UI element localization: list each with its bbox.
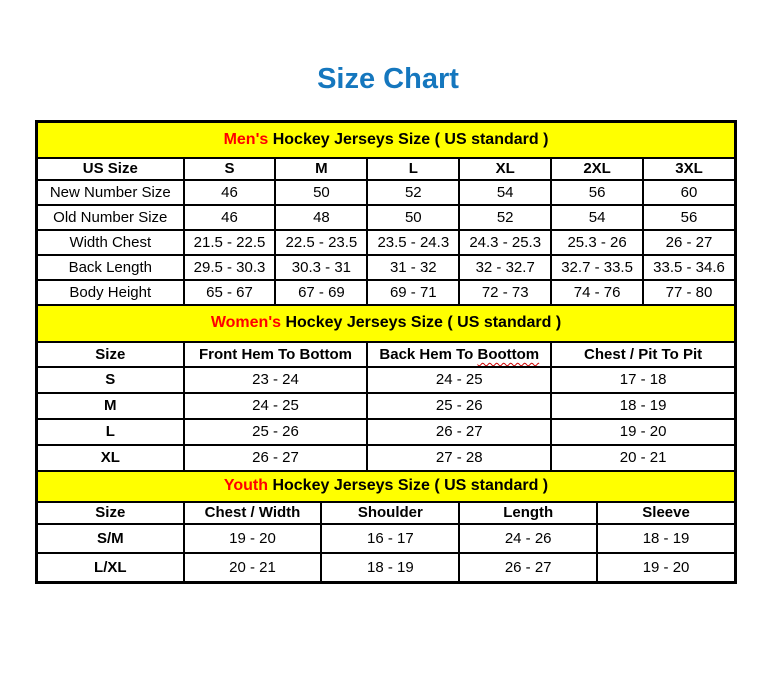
column-header: S <box>184 158 276 180</box>
table-cell: 31 - 32 <box>367 255 459 280</box>
column-header: Front Hem To Bottom <box>184 342 368 367</box>
table-cell: 24 - 25 <box>367 367 551 393</box>
row-label: S/M <box>37 524 184 553</box>
table-cell: 67 - 69 <box>275 280 367 305</box>
mens-header-row <box>37 158 735 180</box>
page-title: Size Chart <box>317 63 459 95</box>
row-label: Width Chest <box>37 230 184 255</box>
table-cell: 52 <box>459 205 551 230</box>
table-cell: 18 - 19 <box>597 524 735 553</box>
mens-table-title-row <box>37 122 735 158</box>
table-cell: 19 - 20 <box>184 524 322 553</box>
table-cell: 29.5 - 30.3 <box>184 255 276 280</box>
table-cell: 74 - 76 <box>551 280 643 305</box>
table-cell: 21.5 - 22.5 <box>184 230 276 255</box>
table-cell: 56 <box>551 180 643 205</box>
misspelled-word: Boottom <box>477 345 540 363</box>
table-cell: 54 <box>551 205 643 230</box>
womens-table-title <box>37 306 735 342</box>
table-cell: 18 - 19 <box>321 553 459 582</box>
column-header: Shoulder <box>321 502 459 524</box>
column-header-text: Back Hem To <box>379 345 478 363</box>
mens-table-title-highlight: Men's <box>223 130 269 148</box>
table-cell: 60 <box>643 180 735 205</box>
table-cell: 26 - 27 <box>643 230 735 255</box>
row-label: XL <box>37 445 184 471</box>
youth-table-title <box>37 472 735 502</box>
table-cell: 32 - 32.7 <box>459 255 551 280</box>
table-cell: 46 <box>184 205 276 230</box>
table-cell: 72 - 73 <box>459 280 551 305</box>
table-cell: 19 - 20 <box>597 553 735 582</box>
table-cell: 16 - 17 <box>321 524 459 553</box>
youth-table-title-row <box>37 472 735 502</box>
table-cell: 50 <box>367 205 459 230</box>
table-cell: 32.7 - 33.5 <box>551 255 643 280</box>
youth-table-title-highlight: Youth <box>223 477 268 495</box>
table-cell: 22.5 - 23.5 <box>275 230 367 255</box>
column-header: Length <box>459 502 597 524</box>
table-cell: 26 - 27 <box>367 419 551 445</box>
youth-table-title-rest: Hockey Jerseys Size ( US standard ) <box>268 477 549 495</box>
row-label: S <box>37 367 184 393</box>
womens-table-title-highlight: Women's <box>210 314 282 332</box>
table-cell: 26 - 27 <box>459 553 597 582</box>
table-row <box>37 445 735 471</box>
column-header: Size <box>37 342 184 367</box>
column-header: L <box>367 158 459 180</box>
table-row <box>37 524 735 553</box>
table-cell: 20 - 21 <box>551 445 735 471</box>
table-row <box>37 553 735 582</box>
table-cell: 24.3 - 25.3 <box>459 230 551 255</box>
mens-table-title <box>37 122 735 158</box>
column-header: Size <box>37 502 184 524</box>
table-row <box>37 230 735 255</box>
womens-header-row <box>37 342 735 367</box>
table-cell: 20 - 21 <box>184 553 322 582</box>
table-cell: 17 - 18 <box>551 367 735 393</box>
table-cell: 52 <box>367 180 459 205</box>
column-header: 3XL <box>643 158 735 180</box>
table-cell: 30.3 - 31 <box>275 255 367 280</box>
table-cell: 33.5 - 34.6 <box>643 255 735 280</box>
table-row <box>37 205 735 230</box>
table-cell: 50 <box>275 180 367 205</box>
table-cell: 23 - 24 <box>184 367 368 393</box>
table-cell: 65 - 67 <box>184 280 276 305</box>
table-cell: 18 - 19 <box>551 393 735 419</box>
mens-size-table <box>36 121 736 306</box>
womens-table-title-row <box>37 306 735 342</box>
table-row <box>37 367 735 393</box>
table-cell: 25 - 26 <box>184 419 368 445</box>
column-header: Chest / Width <box>184 502 322 524</box>
column-header: Sleeve <box>597 502 735 524</box>
column-header: US Size <box>37 158 184 180</box>
womens-table-title-rest: Hockey Jerseys Size ( US standard ) <box>281 314 562 332</box>
row-label: L/XL <box>37 553 184 582</box>
youth-header-row <box>37 502 735 524</box>
table-row <box>37 393 735 419</box>
table-cell: 19 - 20 <box>551 419 735 445</box>
table-cell: 26 - 27 <box>184 445 368 471</box>
table-cell: 25 - 26 <box>367 393 551 419</box>
table-cell: 23.5 - 24.3 <box>367 230 459 255</box>
table-cell: 25.3 - 26 <box>551 230 643 255</box>
column-header: Chest / Pit To Pit <box>551 342 735 367</box>
row-label: M <box>37 393 184 419</box>
column-header <box>367 342 551 367</box>
table-cell: 24 - 26 <box>459 524 597 553</box>
womens-size-table <box>36 306 736 472</box>
table-cell: 77 - 80 <box>643 280 735 305</box>
table-row <box>37 280 735 305</box>
table-cell: 24 - 25 <box>184 393 368 419</box>
row-label: Back Length <box>37 255 184 280</box>
table-cell: 48 <box>275 205 367 230</box>
table-row <box>37 255 735 280</box>
size-chart <box>35 120 737 584</box>
table-cell: 46 <box>184 180 276 205</box>
mens-table-title-rest: Hockey Jerseys Size ( US standard ) <box>268 130 549 148</box>
table-cell: 27 - 28 <box>367 445 551 471</box>
table-cell: 69 - 71 <box>367 280 459 305</box>
row-label: New Number Size <box>37 180 184 205</box>
table-row <box>37 180 735 205</box>
table-cell: 54 <box>459 180 551 205</box>
column-header: M <box>275 158 367 180</box>
column-header: XL <box>459 158 551 180</box>
table-cell: 56 <box>643 205 735 230</box>
table-row <box>37 419 735 445</box>
column-header: 2XL <box>551 158 643 180</box>
row-label: Body Height <box>37 280 184 305</box>
row-label: Old Number Size <box>37 205 184 230</box>
row-label: L <box>37 419 184 445</box>
youth-size-table <box>36 472 736 583</box>
